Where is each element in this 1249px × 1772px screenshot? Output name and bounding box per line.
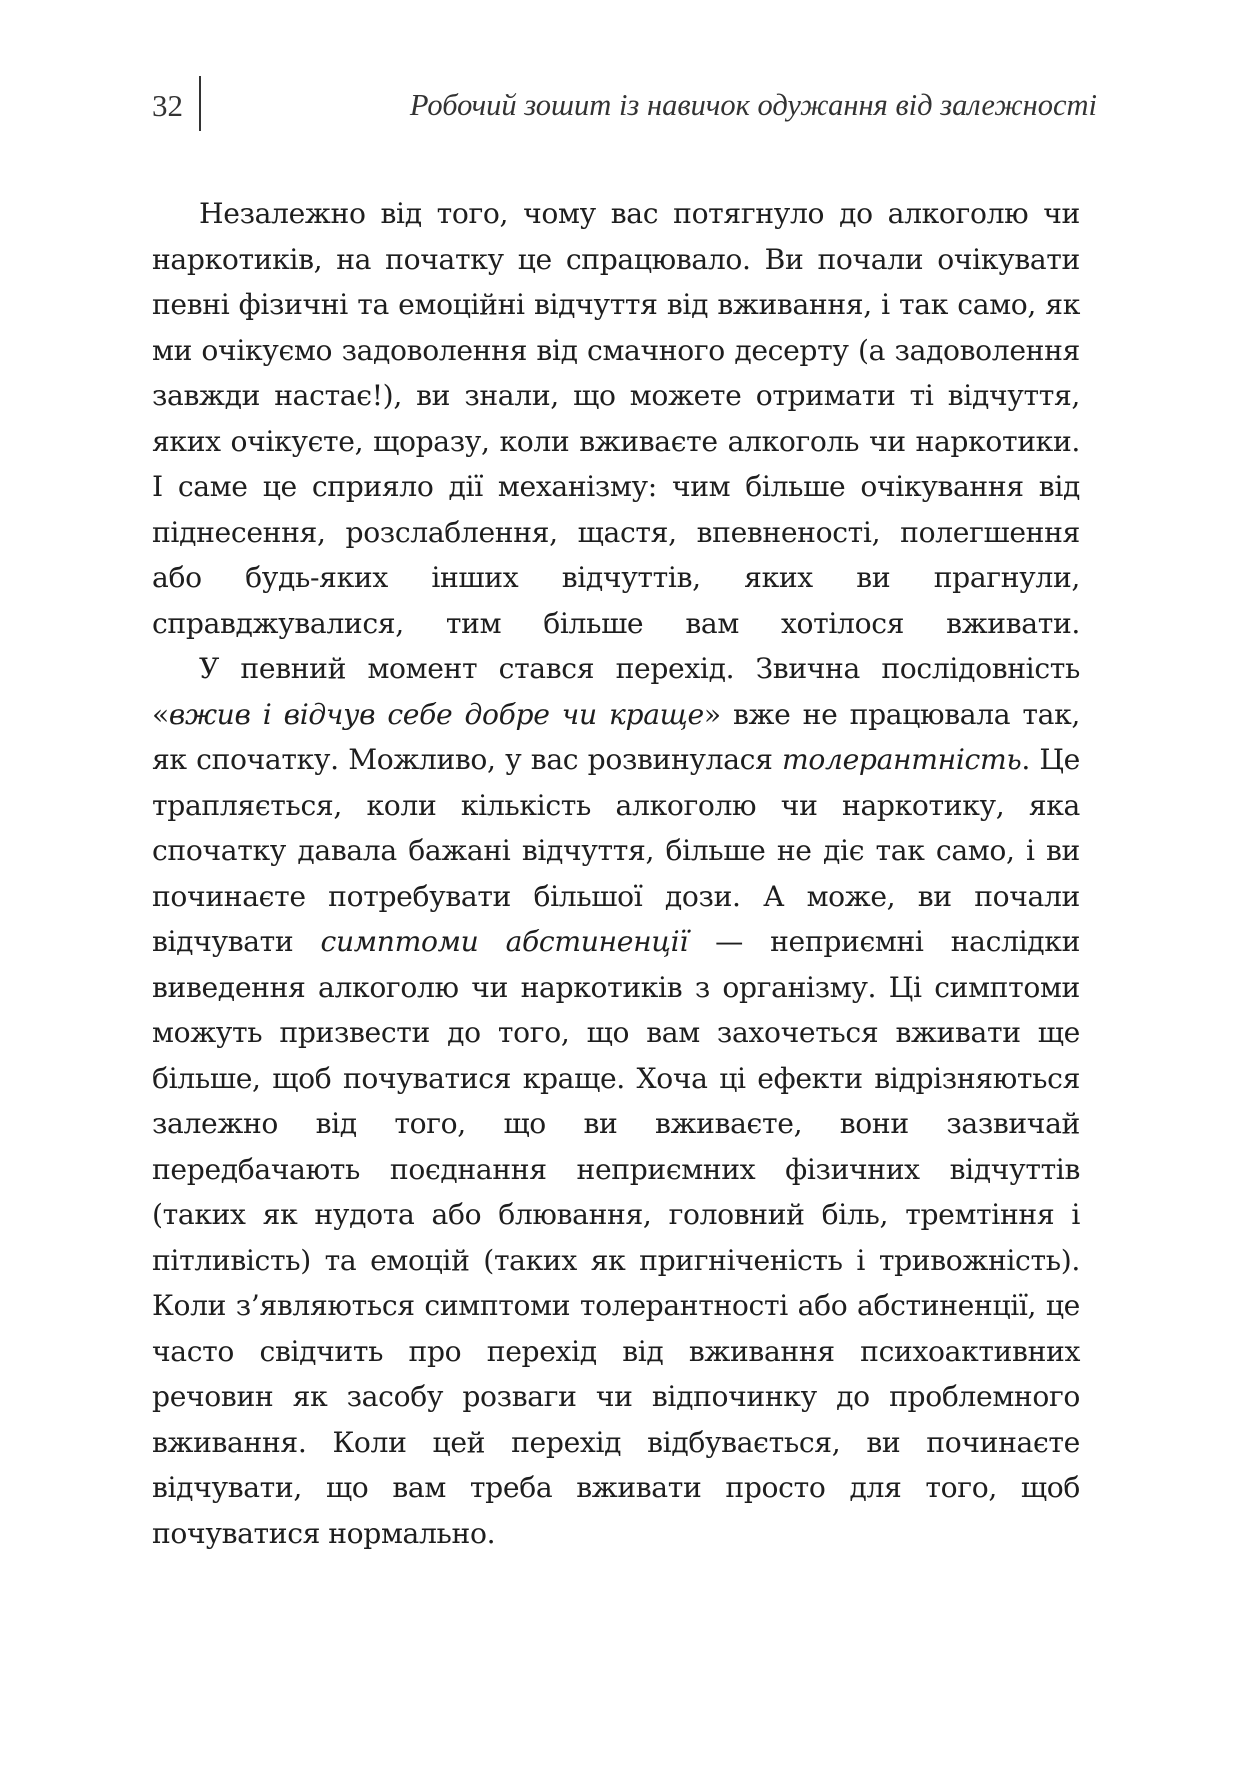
emphasis-term-withdrawal: симптоми абстиненції: [320, 925, 688, 958]
paragraph-1-text: Незалежно від того, чому вас потягнуло до алкоголю чи наркотиків, на початку це спрацювало. Ви почали очікувати певні фізичні та емоційні відчуття від вживання, і так само, як ми очікуємо задоволення від смачного десерту (а задоволення завжди настає!), ви знали, що можете отримати ті відчуття, яких очікуєте, щоразу, коли вживаєте алкоголь чи наркотики. І саме це сприяло дії механізму: чим більше очікування від піднесення, розслаблення, щастя, впевненості, полегшення або будь-яких інших відчуттів, яких ви прагнули, справджувалися, тим більше вам хотілося вживати.: [152, 197, 1080, 640]
body-text: [152, 191, 1080, 1556]
running-title: Робочий зошит із навичок одужання від залежності: [409, 88, 1097, 122]
emphasis-term-tolerance: толерантність: [781, 743, 1022, 776]
page-header: [152, 76, 1097, 136]
paragraph-2: [152, 646, 1080, 1556]
paragraph-2-text-3: . Це трапляється, коли кількість алкоголю чи наркотику, яка спочатку давала бажані відчуття, більше не діє так само, і ви починаєте потребувати більшої дози. А може, ви почали відчувати: [152, 743, 1080, 958]
page-number: 32: [152, 88, 183, 123]
emphasis-phrase: вжив і відчув себе добре чи краще: [168, 697, 704, 731]
header-divider: [199, 76, 201, 131]
paragraph-2-text-4: — неприємні наслідки виведення алкоголю чи наркотиків з організму. Ці симптоми можуть призвести до того, що вам захочеться вживати ще більше, щоб почуватися краще. Хоча ці ефекти відрізняються залежно від того, що ви вживаєте, вони зазвичай передбачають поєднання неприємних фізичних відчуттів (таких як нудота або блювання, головний біль, тремтіння і пітливість) та емоцій (таких як пригніченість і тривожність). Коли з’являються симптоми толерантності або абстиненції, це часто свідчить про перехід від вживання психоактивних речовин як засобу розваги чи відпочинку до проблемного вживання. Коли цей перехід відбувається, ви починаєте відчувати, що вам треба вживати просто для того, щоб почуватися нормально.: [152, 925, 1080, 1550]
paragraph-2-text-2: » вже не працювала так, як спочатку. Можливо, у вас розвинулася: [152, 697, 1080, 776]
paragraph-2-text-1: У певний момент стався перехід. Звична послідовність «: [152, 652, 1080, 731]
paragraph-1: [152, 191, 1080, 646]
